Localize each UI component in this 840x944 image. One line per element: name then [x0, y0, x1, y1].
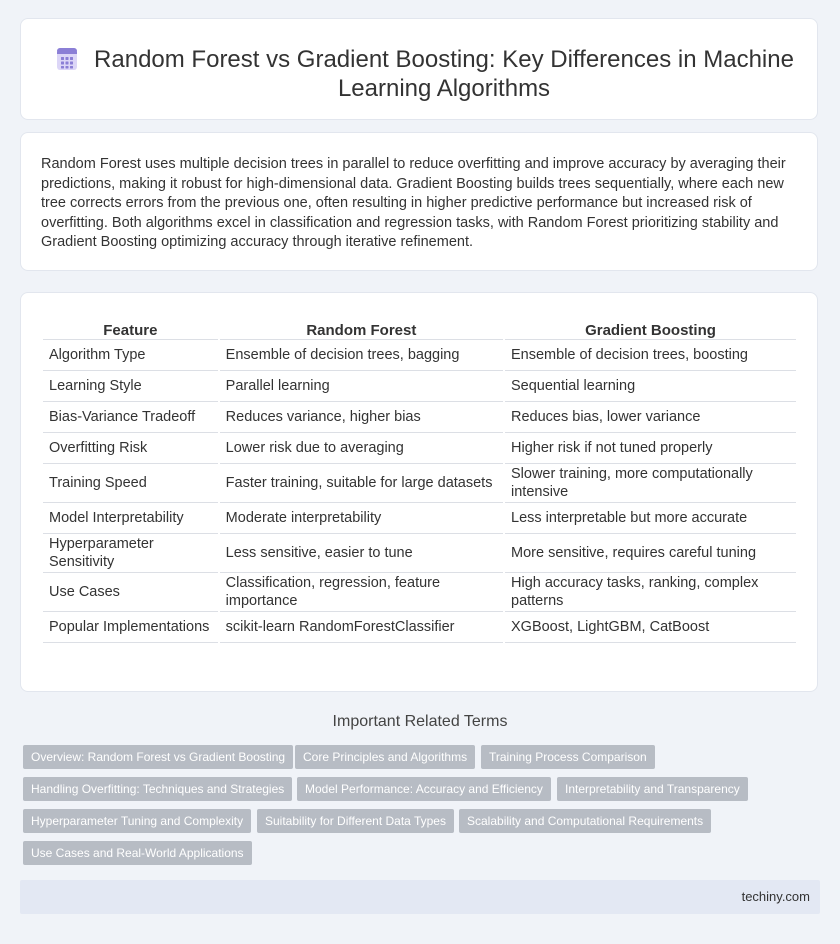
title-card [20, 18, 818, 120]
gradient-boosting-cell: High accuracy tasks, ranking, complex patterns [505, 573, 796, 612]
random-forest-cell: scikit-learn RandomForestClassifier [220, 612, 503, 643]
footer-bar [20, 880, 820, 914]
feature-cell: Training Speed [43, 464, 218, 503]
random-forest-cell: Ensemble of decision trees, bagging [220, 340, 503, 371]
intro-card [20, 132, 818, 271]
related-tag[interactable]: Use Cases and Real-World Applications [23, 841, 252, 865]
gradient-boosting-cell: Less interpretable but more accurate [505, 503, 796, 534]
random-forest-cell: Reduces variance, higher bias [220, 402, 503, 433]
gradient-boosting-cell: Ensemble of decision trees, boosting [505, 340, 796, 371]
comparison-card [20, 292, 818, 692]
page-title: Random Forest vs Gradient Boosting: Key Differences in Machine Learning Algorithms [94, 46, 794, 102]
table-row [43, 534, 796, 573]
related-tag[interactable]: Interpretability and Transparency [557, 777, 748, 801]
feature-cell: Popular Implementations [43, 612, 218, 643]
table-row [43, 612, 796, 643]
gradient-boosting-cell: Reduces bias, lower variance [505, 402, 796, 433]
related-tag[interactable]: Model Performance: Accuracy and Efficiency [297, 777, 551, 801]
feature-cell: Use Cases [43, 573, 218, 612]
feature-cell: Hyperparameter Sensitivity [43, 534, 218, 573]
table-row [43, 573, 796, 612]
table-row [43, 402, 796, 433]
table-row [43, 503, 796, 534]
header-gradient-boosting: Gradient Boosting [505, 313, 796, 340]
gradient-boosting-cell: Sequential learning [505, 371, 796, 402]
feature-cell: Bias-Variance Tradeoff [43, 402, 218, 433]
random-forest-cell: Less sensitive, easier to tune [220, 534, 503, 573]
comparison-table [41, 313, 798, 643]
header-feature: Feature [43, 313, 218, 340]
table-header-row [43, 313, 796, 340]
random-forest-cell: Faster training, suitable for large datasets [220, 464, 503, 503]
random-forest-cell: Parallel learning [220, 371, 503, 402]
related-tag[interactable]: Suitability for Different Data Types [257, 809, 454, 833]
random-forest-cell: Moderate interpretability [220, 503, 503, 534]
random-forest-cell: Classification, regression, feature importance [220, 573, 503, 612]
related-tag[interactable]: Handling Overfitting: Techniques and Strategies [23, 777, 292, 801]
gradient-boosting-cell: Higher risk if not tuned properly [505, 433, 796, 464]
table-row [43, 340, 796, 371]
feature-cell: Algorithm Type [43, 340, 218, 371]
gradient-boosting-cell: More sensitive, requires careful tuning [505, 534, 796, 573]
related-tag[interactable]: Hyperparameter Tuning and Complexity [23, 809, 251, 833]
related-tag[interactable]: Core Principles and Algorithms [295, 745, 475, 769]
header-random-forest: Random Forest [220, 313, 503, 340]
calculator-icon [55, 47, 79, 71]
related-tag[interactable]: Training Process Comparison [481, 745, 655, 769]
related-tag[interactable]: Overview: Random Forest vs Gradient Boosting [23, 745, 293, 769]
related-terms-heading: Important Related Terms [332, 713, 508, 730]
random-forest-cell: Lower risk due to averaging [220, 433, 503, 464]
table-row [43, 464, 796, 503]
intro-paragraph: Random Forest uses multiple decision trees in parallel to reduce overfitting and improve accuracy by averaging their predictions, making it robust for high-dimensional data. Gradient Boosting builds trees sequentially, where each new tree corrects errors from the previous one, often resulting in higher predictive performance but increased risk of overfitting. Both algorithms excel in classification and regression tasks, with Random Forest prioritizing stability and Gradient Boosting optimizing accuracy through iterative refinement. [41, 156, 786, 250]
feature-cell: Learning Style [43, 371, 218, 402]
table-row [43, 433, 796, 464]
gradient-boosting-cell: XGBoost, LightGBM, CatBoost [505, 612, 796, 643]
feature-cell: Model Interpretability [43, 503, 218, 534]
feature-cell: Overfitting Risk [43, 433, 218, 464]
related-tag[interactable]: Scalability and Computational Requirements [459, 809, 711, 833]
table-row [43, 371, 796, 402]
footer-site-name[interactable]: techiny.com [741, 889, 810, 904]
gradient-boosting-cell: Slower training, more computationally intensive [505, 464, 796, 503]
